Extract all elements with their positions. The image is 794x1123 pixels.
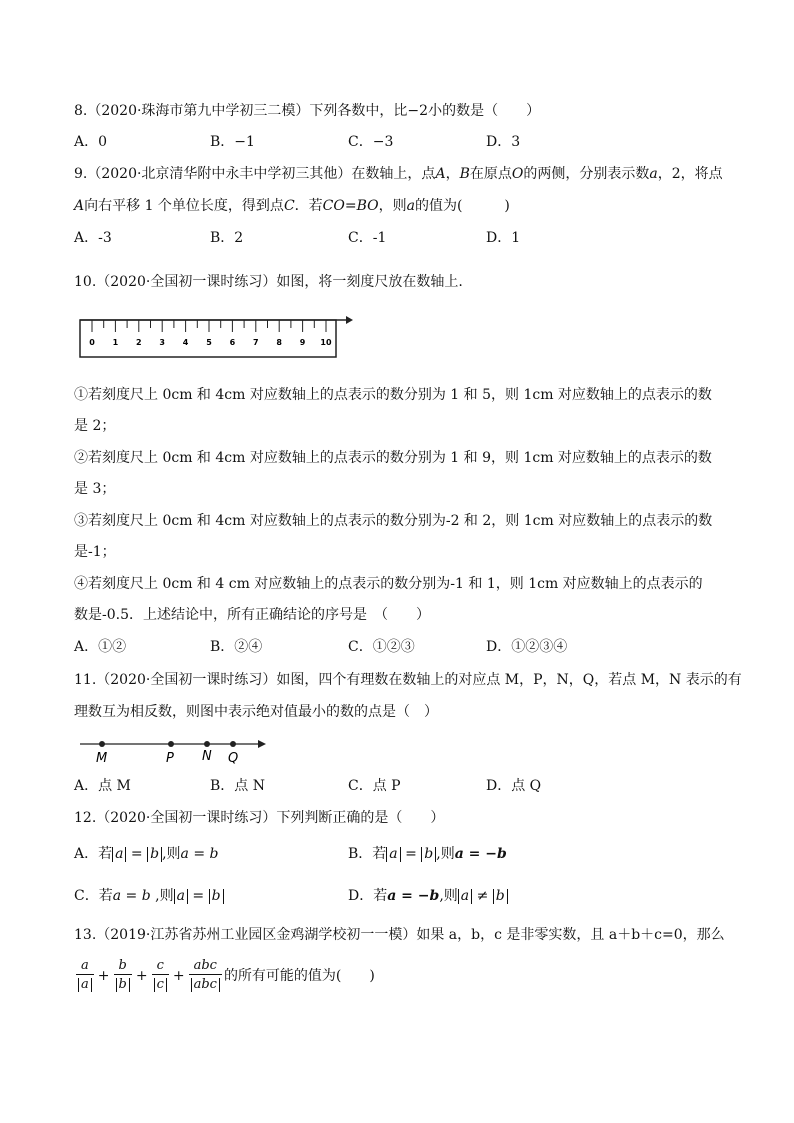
q10-statement-4a: ④若刻度尺上 0cm 和 4 cm 对应数轴上的点表示的数分别为-1 和 1，则 1cm 对应数轴上的点表示的: [74, 576, 703, 592]
q12-option-c: C．若a = b ,则 a = b: [74, 886, 224, 906]
point-m-dot: [99, 741, 105, 747]
q13-expression: $\frac{a}{a}$ + $\frac{b}{b}$ + $\frac{c}{c}$ + $\frac{\text{abc}}{\text{abc}}$ 的所有可能的值为( ): [74, 958, 375, 993]
q12-option-a: A．若 a = b ,则a = b: [74, 846, 219, 862]
number-line-figure: [78, 734, 268, 766]
q13-tail: 的所有可能的值为( ): [223, 967, 375, 984]
point-p-label: P: [166, 751, 174, 766]
q10-statement-2a: ②若刻度尺上 0cm 和 4cm 对应数轴上的点表示的数分别为 1 和 9，则 1cm 对应数轴上的点表示的数: [74, 450, 712, 466]
q10-statement-1a: ①若刻度尺上 0cm 和 4cm 对应数轴上的点表示的数分别为 1 和 5，则 1cm 对应数轴上的点表示的数: [74, 387, 712, 403]
q10-option-b: B．②④: [210, 639, 263, 655]
fraction-abc: $\frac{\text{abc}}{\text{abc}}$: [189, 958, 222, 993]
q10-statement-3b: 是-1；: [74, 544, 116, 560]
q12-option-d: D．若a = −b,则 a ≠ b: [348, 886, 508, 906]
q10-statement-2b: 是 3；: [74, 481, 116, 497]
q11-option-b: B．点 N: [210, 778, 265, 794]
ruler-ticks: [92, 320, 326, 332]
q10-option-c: C．①②③: [348, 639, 415, 655]
q11-option-c: C．点 P: [348, 778, 401, 794]
q12-stem: 12.（2020·全国初一课时练习）下列判断正确的是（ ）: [74, 810, 445, 826]
ruler-figure: [78, 313, 354, 361]
ruler-tick-label: 6: [229, 338, 236, 347]
q9-option-b: B．2: [210, 230, 244, 246]
q10-statement-1b: 是 2；: [74, 418, 116, 434]
q11-stem-line2: 理数互为相反数，则图中表示绝对值最小的数的点是（ ）: [74, 704, 438, 720]
ruler-tick-label: 5: [206, 338, 212, 347]
point-n-label: N: [202, 749, 212, 764]
q8-option-a: A．0: [74, 134, 108, 150]
q10-statement-4b: 数是-0.5．上述结论中，所有正确结论的序号是 （ ）: [74, 607, 430, 623]
q13-stem: 13.（2019·江苏省苏州工业园区金鸡湖学校初一一模）如果 a，b，c 是非零实数，且 a＋b＋c=0，那么: [74, 927, 725, 943]
q11-option-a: A．点 M: [74, 778, 131, 794]
ruler-tick-label: 8: [276, 338, 282, 347]
q11-option-d: D．点 Q: [486, 778, 542, 794]
q9-stem-line1: 9.（2020·北京清华附中永丰中学初三其他）在数轴上，点A，B在原点O的两侧，分别表示数a，2，将点: [74, 166, 723, 182]
ruler-tick-label: 2: [136, 338, 142, 347]
q10-stem: 10.（2020·全国初一课时练习）如图，将一刻度尺放在数轴上.: [74, 274, 463, 290]
point-p-dot: [168, 741, 174, 747]
ruler-tick-label: 0: [89, 338, 95, 347]
q8-option-b: B．−1: [210, 134, 255, 150]
fraction-b: $\frac{b}{b}$: [114, 958, 132, 993]
q9-option-a: A．-3: [74, 230, 112, 246]
ruler-tick-label: 9: [299, 338, 306, 347]
ruler-tick-label: 10: [320, 338, 332, 347]
fraction-c: $\frac{c}{c}$: [152, 958, 169, 993]
ruler-tick-label: 7: [253, 338, 259, 347]
q9-stem-line2: A向右平移 1 个单位长度，得到点C．若CO=BO，则a的值为( ): [74, 198, 510, 214]
q11-stem-line1: 11.（2020·全国初一课时练习）如图，四个有理数在数轴上的对应点 M，P，N，Q，若点 M，N 表示的有: [74, 672, 742, 688]
point-m-label: M: [96, 751, 108, 766]
fraction-a: $\frac{a}{a}$: [76, 958, 94, 993]
ruler-tick-label: 4: [182, 338, 189, 347]
q9-option-d: D．1: [486, 230, 521, 246]
point-q-dot: [230, 741, 236, 747]
q9-option-c: C．-1: [348, 230, 387, 246]
q12-option-b: B．若 a = b ,则a = −b: [348, 846, 507, 862]
ruler-tick-label: 3: [159, 338, 165, 347]
ruler-labels: [89, 338, 332, 347]
q10-statement-3a: ③若刻度尺上 0cm 和 4cm 对应数轴上的点表示的数分别为-2 和 2，则 1cm 对应数轴上的点表示的数: [74, 513, 713, 529]
point-q-label: Q: [228, 751, 239, 766]
q10-option-d: D．①②③④: [486, 639, 568, 655]
q8-option-d: D．3: [486, 134, 521, 150]
q8-stem: 8.（2020·珠海市第九中学初三二模）下列各数中，比−2小的数是（ ）: [74, 103, 541, 119]
number-line-arrow: [258, 740, 266, 748]
axis-arrow: [346, 316, 353, 324]
q10-option-a: A．①②: [74, 639, 127, 655]
q8-option-c: C．−3: [348, 134, 394, 150]
point-n-dot: [204, 741, 210, 747]
ruler-tick-label: 1: [112, 338, 119, 347]
